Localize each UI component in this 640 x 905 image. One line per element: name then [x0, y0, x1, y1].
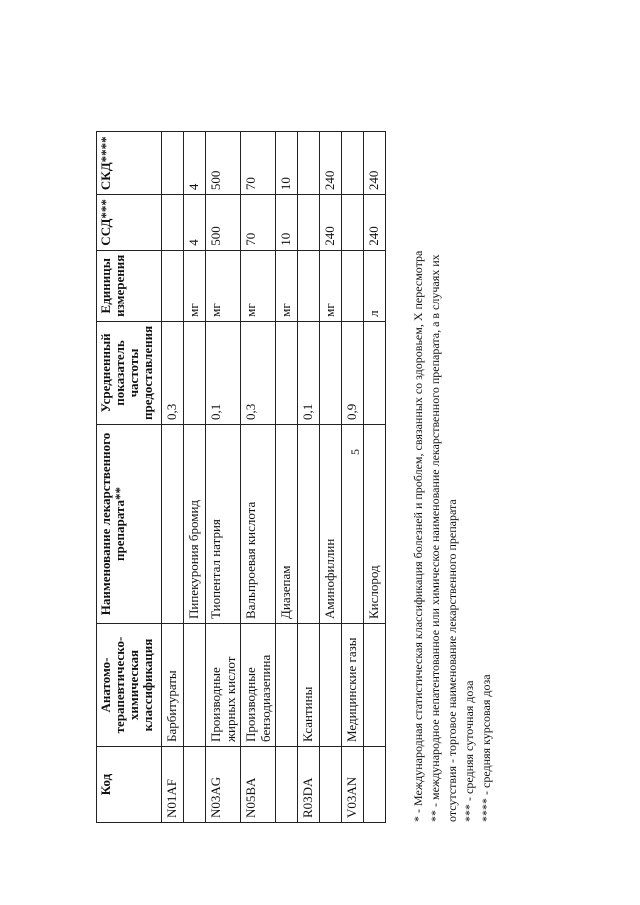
cell-code — [276, 747, 298, 823]
cell-frequency: 0,3 — [241, 321, 276, 424]
table-row — [162, 132, 184, 823]
cell-skd: 10 — [276, 132, 298, 195]
cell-frequency: 0,3 — [162, 321, 184, 424]
drug-table — [96, 131, 386, 823]
cell-atc: Медицинские газы — [342, 624, 364, 747]
header-atc: Анатомо-терапевтическо-химическая классификация — [97, 624, 162, 747]
cell-atc — [320, 624, 342, 747]
header-drug: Наименование лекарственного препарата** — [97, 425, 162, 624]
footnotes — [410, 22, 495, 822]
cell-ssd: 240 — [320, 195, 342, 251]
header-frequency: Усредненный показатель частоты предоставления — [97, 321, 162, 424]
cell-frequency — [320, 321, 342, 424]
table-row — [276, 132, 298, 823]
cell-ssd: 500 — [206, 195, 241, 251]
cell-unit: мг — [320, 250, 342, 321]
cell-skd — [342, 132, 364, 195]
table-row — [364, 132, 386, 823]
cell-ssd: 4 — [184, 195, 206, 251]
cell-drug — [298, 425, 320, 624]
cell-skd: 4 — [184, 132, 206, 195]
table-row — [206, 132, 241, 823]
cell-skd: 70 — [241, 132, 276, 195]
header-ssd: ССД*** — [97, 195, 162, 251]
table-header-row — [97, 132, 162, 823]
cell-code: N01AF — [162, 747, 184, 823]
footnote-line: ** - международное непатентованное или химическое наименование лекарственного препарата, а в случаях их — [428, 254, 442, 822]
table-row — [298, 132, 320, 823]
cell-drug: Пипекурония бромид — [184, 425, 206, 624]
cell-atc: Производные бензодиазепина — [241, 624, 276, 747]
cell-code: N05BA — [241, 747, 276, 823]
cell-unit: мг — [206, 250, 241, 321]
cell-unit: мг — [184, 250, 206, 321]
table-row — [342, 132, 364, 823]
table-row — [320, 132, 342, 823]
cell-skd: 240 — [364, 132, 386, 195]
cell-drug: Вальпроевая кислота — [241, 425, 276, 624]
footnote-line: отсутствия - торговое наименование лекарственного препарата — [445, 499, 459, 822]
cell-code: N03AG — [206, 747, 241, 823]
cell-unit: мг — [276, 250, 298, 321]
cell-frequency — [276, 321, 298, 424]
cell-skd: 240 — [320, 132, 342, 195]
footnote-line: * - Международная статистическая классификация болезней и проблем, связанных со здоровьем, X пересмотра — [411, 250, 425, 822]
cell-code: R03DA — [298, 747, 320, 823]
cell-unit — [342, 250, 364, 321]
cell-ssd — [162, 195, 184, 251]
cell-atc — [364, 624, 386, 747]
footnote-line: *** - средняя суточная доза — [462, 680, 476, 822]
cell-frequency — [364, 321, 386, 424]
table-row — [241, 132, 276, 823]
cell-ssd: 70 — [241, 195, 276, 251]
table-row — [184, 132, 206, 823]
cell-drug: Тиопентал натрия — [206, 425, 241, 624]
cell-ssd: 240 — [364, 195, 386, 251]
cell-frequency: 0,1 — [206, 321, 241, 424]
cell-ssd: 10 — [276, 195, 298, 251]
cell-code: V03AN — [342, 747, 364, 823]
cell-frequency: 0,9 — [342, 321, 364, 424]
cell-unit — [298, 250, 320, 321]
cell-drug: Кислород — [364, 425, 386, 624]
cell-atc — [276, 624, 298, 747]
cell-frequency — [184, 321, 206, 424]
cell-unit: л — [364, 250, 386, 321]
footnote-line: **** - средняя курсовая доза — [479, 674, 493, 822]
cell-drug: Диазепам — [276, 425, 298, 624]
cell-atc: Ксантины — [298, 624, 320, 747]
cell-unit — [162, 250, 184, 321]
header-code: Код — [97, 747, 162, 823]
cell-atc: Барбитураты — [162, 624, 184, 747]
cell-drug: Аминофиллин — [320, 425, 342, 624]
cell-code — [320, 747, 342, 823]
cell-skd — [162, 132, 184, 195]
cell-atc — [184, 624, 206, 747]
page-number: 5 — [348, 449, 362, 455]
cell-ssd — [298, 195, 320, 251]
cell-drug — [162, 425, 184, 624]
cell-atc: Производные жирных кислот — [206, 624, 241, 747]
cell-ssd — [342, 195, 364, 251]
cell-frequency: 0,1 — [298, 321, 320, 424]
header-skd: СКД**** — [97, 132, 162, 195]
cell-code — [184, 747, 206, 823]
cell-code — [364, 747, 386, 823]
cell-skd — [298, 132, 320, 195]
header-unit: Единицы измерения — [97, 250, 162, 321]
cell-skd: 500 — [206, 132, 241, 195]
cell-unit: мг — [241, 250, 276, 321]
